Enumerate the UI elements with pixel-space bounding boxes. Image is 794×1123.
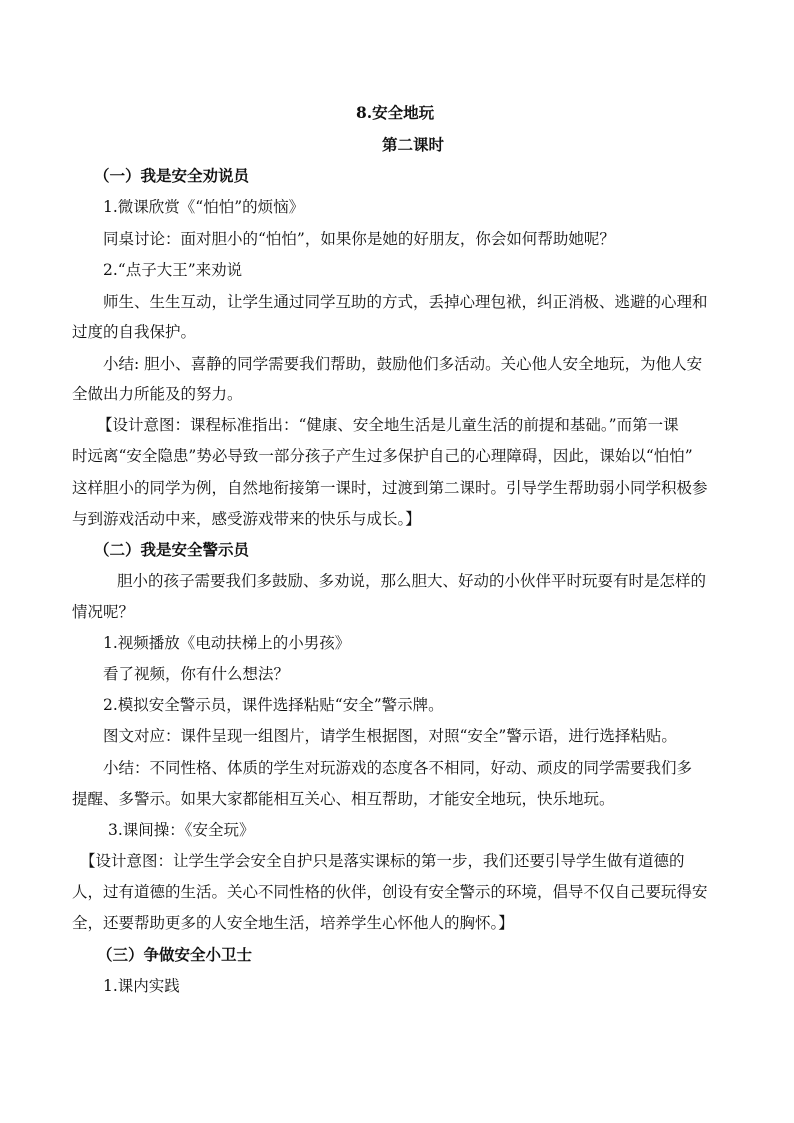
section1-item-2: 2.“点子大王”来劝说 [103,261,243,279]
section2-para1-line1: 胆小的孩子需要我们多鼓励、多劝说，那么胆大、好动的小伙伴平时玩耍有时是怎样的 [117,572,707,590]
section2-matching-activity: 图文对应：课件呈现一组图片，请学生根据图，对照“安全”警示语，进行选择粘贴。 [103,727,677,745]
section2-question: 看了视频，你有什么想法？ [103,665,290,683]
section2-summary-line2: 提醒、多警示。如果大家都能相互关心、相互帮助，才能安全地玩，快乐地玩。 [72,790,615,808]
section2-item-2: 2.模拟安全警示员，课件选择粘贴“安全”警示牌。 [103,696,444,714]
section-heading-3: （三）争做安全小卫士 [97,945,253,964]
section1-item-1: 1.微课欣赏《“怕怕”的烦恼》 [103,198,305,216]
section2-item-1: 1.视频播放《电动扶梯上的小男孩》 [103,634,351,652]
section2-design-intent-line2: 人，过有道德的生活。关心不同性格的伙伴，创设有安全警示的环境，倡导不仅自己要玩得安 [72,883,708,901]
section1-para1-line1: 师生、生生互动，让学生通过同学互助的方式，丢掉心理包袱，纠正消极、逃避的心理和 [103,293,708,311]
section1-design-intent-line3: 这样胆小的同学为例，自然地衔接第一课时，过渡到第二课时。引导学生帮助弱小同学积极参 [72,479,708,497]
section1-discussion: 同桌讨论：面对胆小的“怕怕”，如果你是她的好朋友，你会如何帮助她呢？ [103,230,615,248]
section2-summary-line1: 小结：不同性格、体质的学生对玩游戏的态度各不相同，好动、顽皮的同学需要我们多 [103,759,693,777]
section1-design-intent-line1: 【设计意图：课程标准指出：“健康、安全地生活是儿童生活的前提和基础。”而第一课 [97,416,679,434]
section1-para1-line2: 过度的自我保护。 [72,323,197,341]
section3-item-1: 1.课内实践 [103,977,180,995]
section2-para1-line2: 情况呢？ [72,603,135,621]
section-heading-2: （二）我是安全警示员 [94,540,250,559]
section2-design-intent-line3: 全，还要帮助更多的人安全地生活，培养学生心怀他人的胸怀。】 [72,914,514,932]
section1-summary-line2: 全做出力所能及的努力。 [72,385,243,403]
lesson-subtitle: 第二课时 [382,135,445,154]
lesson-title: 8.安全地玩 [356,103,435,122]
section1-design-intent-line2: 时远离“安全隐患”势必导致一部分孩子产生过多保护自己的心理障碍，因此，课始以“怕怕” [72,447,693,465]
section1-summary-line1: 小结: 胆小、喜静的同学需要我们帮助，鼓励他们多活动。关心他人安全地玩，为他人安 [103,355,703,373]
section2-design-intent-line1: 【设计意图：让学生学会安全自护只是落实课标的第一步，我们还要引导学生做有道德的 [80,852,685,870]
section-heading-1: （一）我是安全劝说员 [94,166,250,185]
section2-item-3: 3.课间操：《安全玩》 [108,821,255,839]
section1-design-intent-line4: 与到游戏活动中来，感受游戏带来的快乐与成长。】 [72,510,421,528]
